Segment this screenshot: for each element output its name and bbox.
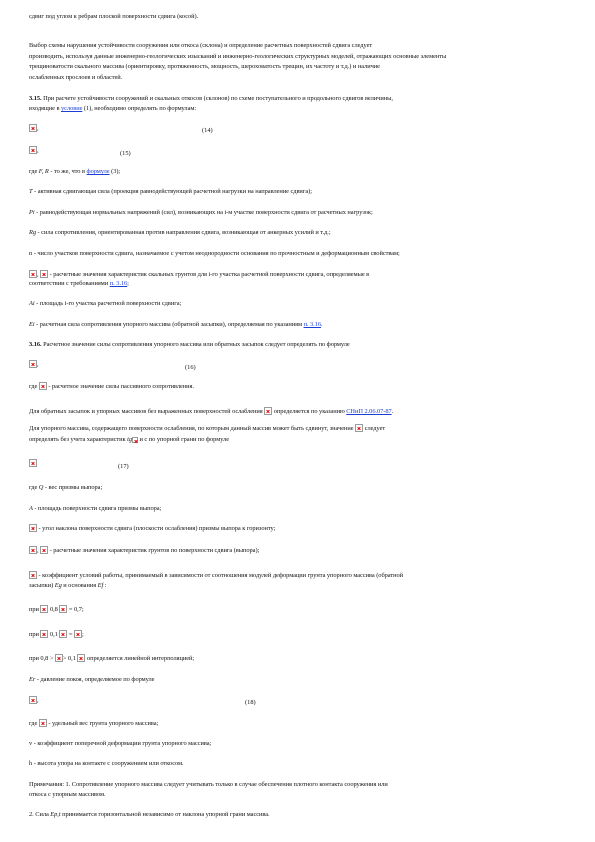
text-line [29,188,312,196]
text-line [29,484,102,492]
broken-image-icon [40,270,48,278]
text-line [29,63,380,71]
text-run: - расчетные значения характеристик грунтов по поверхности сдвига (выпора); [48,547,260,554]
text-run: Для обратных засыпок и упорных массивов без выраженных поверхностей ослабления [29,408,265,415]
formula-link[interactable]: формуле [86,168,110,175]
variable: Ep,t [50,811,61,818]
text-run: ; [82,631,84,638]
text-run: сдвиг под углом к ребрам плоской поверхности сдвига (косой). [29,13,199,20]
clause-3-16-link[interactable]: п. 3.16 [109,280,128,287]
broken-image-icon [74,630,82,638]
text-run: - площадь i-го участка расчетной поверхности сдвига; [34,300,182,307]
text-run: при [29,606,41,613]
text-line: , - расчетные значения характеристик грунтов по поверхности сдвига (выпора); [29,546,259,555]
text-run: - то же, что в [48,168,87,175]
text-run: откоса с упорным массивом. [29,791,106,798]
text-run: v - коэффициент поперечной деформации грунта упорного массива; [29,740,212,747]
text-run: (1), необходимо определять по формулам: [82,105,197,112]
variable: Ei [29,321,35,328]
text-line [29,740,211,748]
text-run: . [321,321,323,328]
text-run: где [29,168,39,175]
variable: Q [38,484,44,491]
text-run: . [391,408,394,415]
section-3-16-line [29,341,350,349]
formula-15-row: , [29,146,39,155]
section-number: 3.16. [29,341,42,348]
text-run: - активная сдвигающая сила (проекция равнодействующей расчетной нагрузки на направление сдвига); [32,188,312,195]
text-line [29,321,323,329]
clause-3-16-link[interactable]: п. 3.16 [303,321,322,328]
text-run: и c по упорной грани по формуле [137,436,229,443]
broken-image-icon [40,605,48,613]
broken-image-icon [29,124,37,132]
formula-17-row [29,459,37,468]
text-run: - вес призмы выпора; [43,484,103,491]
broken-image-icon [29,360,37,368]
text-run: - сила сопротивления, ориентированная против направления сдвига, возникающая от анкерных усилий и т.д.; [36,229,331,236]
text-run: n - число участков поверхности сдвига, назначаемое с учетом неоднородности основания по прочностным и деформационным свойствам; [29,250,400,257]
variable: Ai [29,300,35,307]
text-run: 0,8 [48,606,60,613]
text-run: при 0,8 > [29,655,55,662]
text-line [29,582,107,590]
broken-image-icon [29,571,37,579]
text-run: производить, используя данные инженерно-геологических изысканий и инженерно-геологических структурных моделей, отражающих основные элементы [29,53,447,60]
text-line [29,505,161,513]
broken-image-icon [40,546,48,554]
broken-image-icon [132,437,138,443]
broken-image-icon [29,459,37,467]
formula-14-row: , [29,124,39,133]
text-run: ; [127,280,129,287]
equation-number: (14) [202,127,213,134]
variable: A [29,505,33,512]
equation-number: (18) [245,699,256,706]
text-line [29,571,403,580]
text-line [29,300,181,308]
broken-image-icon [39,719,47,727]
text-run: h - высота упора на контакте с сооружением или откосом. [29,760,184,767]
text-line [29,654,194,663]
text-run: где [29,720,39,727]
variable: Ef [97,582,104,589]
text-run: входящие в [29,105,62,112]
formula-16-row: , [29,360,39,369]
broken-image-icon [29,146,37,154]
broken-image-icon [29,546,37,554]
broken-image-icon [39,382,47,390]
broken-image-icon [40,630,48,638]
text-run: определяется по указанию [272,408,347,415]
variable: T [29,188,33,195]
text-line [29,105,196,113]
text-line [29,605,84,614]
text-run: и основания [61,582,98,589]
text-run: - давление покоя, определяемое по формуле [35,676,155,683]
variable: F, R [38,168,49,175]
text-line [29,42,372,50]
variable: Eg [54,582,62,589]
text-line [29,168,120,176]
text-run: Для упорного массива, содержащего поверхности ослабления, по которым данный массив может быть сдвинут, значение [29,425,356,432]
text-run: > 0,1 [62,655,78,662]
text-run: трещиноватости скального массива (ориентировку, протяженность, мощность, шероховатость трещин, их частоту и т.д.) и наличие [29,63,380,70]
variable: tg [127,436,132,443]
note-line [29,781,388,789]
broken-image-icon [29,524,37,532]
broken-image-icon [59,605,67,613]
text-line [29,436,229,444]
text-run: - удельный вес грунта упорного массива; [46,720,159,727]
text-line [29,676,154,684]
text-line [29,53,446,61]
section-3-15-line [29,95,393,103]
equation-number: (17) [118,463,129,470]
note-line [29,811,270,819]
text-run: Расчетное значение силы сопротивления упорного массива или обратных засыпок следует определять по формуле [41,341,350,348]
variable: Er [29,676,36,683]
broken-image-icon [29,696,37,704]
text-run: соответствии с требованиями [29,280,110,287]
text-run: - расчетная сила сопротивления упорного массива (обратной засыпки), определяемая по указаниям [34,321,304,328]
text-line [29,280,129,288]
snip-link[interactable]: СНиП 2.06.07-87 [346,408,392,415]
text-line [29,424,385,433]
formula-18-row: , [29,696,39,705]
text-run: - площадь поверхности сдвига призмы выпора; [32,505,162,512]
text-run: - коэффициент условий работы, принимаемый в зависимости от соотношения модулей деформации грунта упорного массива (обратной [37,572,404,579]
text-run: - расчетное значение силы пассивного сопротивления. [46,383,194,390]
text-line [29,250,400,258]
broken-image-icon [29,270,37,278]
text-run: следует [363,425,386,432]
text-line [29,74,122,82]
text-run: При расчете устойчивости сооружений и скальных откосов (склонов) по схеме поступательного и продольного сдвигов величины, [41,95,393,102]
text-run: (3); [109,168,121,175]
broken-image-icon [77,654,85,662]
text-line [29,407,393,416]
text-run: ослабленных прослоев и областей. [29,74,123,81]
equation-number: (16) [185,364,196,371]
variable: Rg [29,229,36,236]
broken-image-icon [59,630,67,638]
text-run: = [67,631,75,638]
text-run: где [29,383,39,390]
text-line: , - расчетные значения характеристик скальных грунтов для i-го участка расчетной поверхности сдвига, определяемые в [29,270,369,279]
text-run: принимается горизонтальной независимо от наклона упорной грани массива. [60,811,270,818]
text-run: Примечания: 1. Сопротивление упорного массива следует учитывать только в случае обеспечения плотного контакта сооружения или [29,781,388,788]
text-run: : [103,582,107,589]
text-line [29,209,373,217]
text-run: засыпки) [29,582,55,589]
text-run: 2. Сила [29,811,51,818]
text-run: определяется линейной интерполяцией; [85,655,195,662]
text-run: определять без учета характеристик [29,436,128,443]
broken-image-icon [55,654,63,662]
text-run: - равнодействующая нормальных напряжений (сил), возникающих на i-м участке поверхности сдвига от расчетных нагрузок; [34,209,373,216]
text-line [29,630,84,639]
broken-image-icon [264,407,272,415]
text-run: = 0,7; [67,606,84,613]
text-line [29,719,158,728]
broken-image-icon [355,424,363,432]
text-run: 0,1 [48,631,60,638]
text-line [29,382,194,391]
text-line [29,760,184,768]
text-line [29,229,331,237]
text-run: - угол наклона поверхности сдвига (плоскости ослабления) призмы выпора к горизонту; [37,525,276,532]
text-run: где [29,484,39,491]
text-run: при [29,631,41,638]
variable: Pi [29,209,35,216]
condition-link[interactable]: условие [61,105,83,112]
text-line [29,13,198,21]
text-run: Выбор схемы нарушения устойчивости сооружения или откоса (склона) и определение расчетных поверхностей сдвига следует [29,42,373,49]
text-line [29,524,275,533]
text-run: - расчетные значения характеристик скальных грунтов для i-го участка расчетной поверхности сдвига, определяемые в [48,271,370,278]
equation-number: (15) [120,150,131,157]
section-number: 3.15. [29,95,42,102]
note-line [29,791,106,799]
